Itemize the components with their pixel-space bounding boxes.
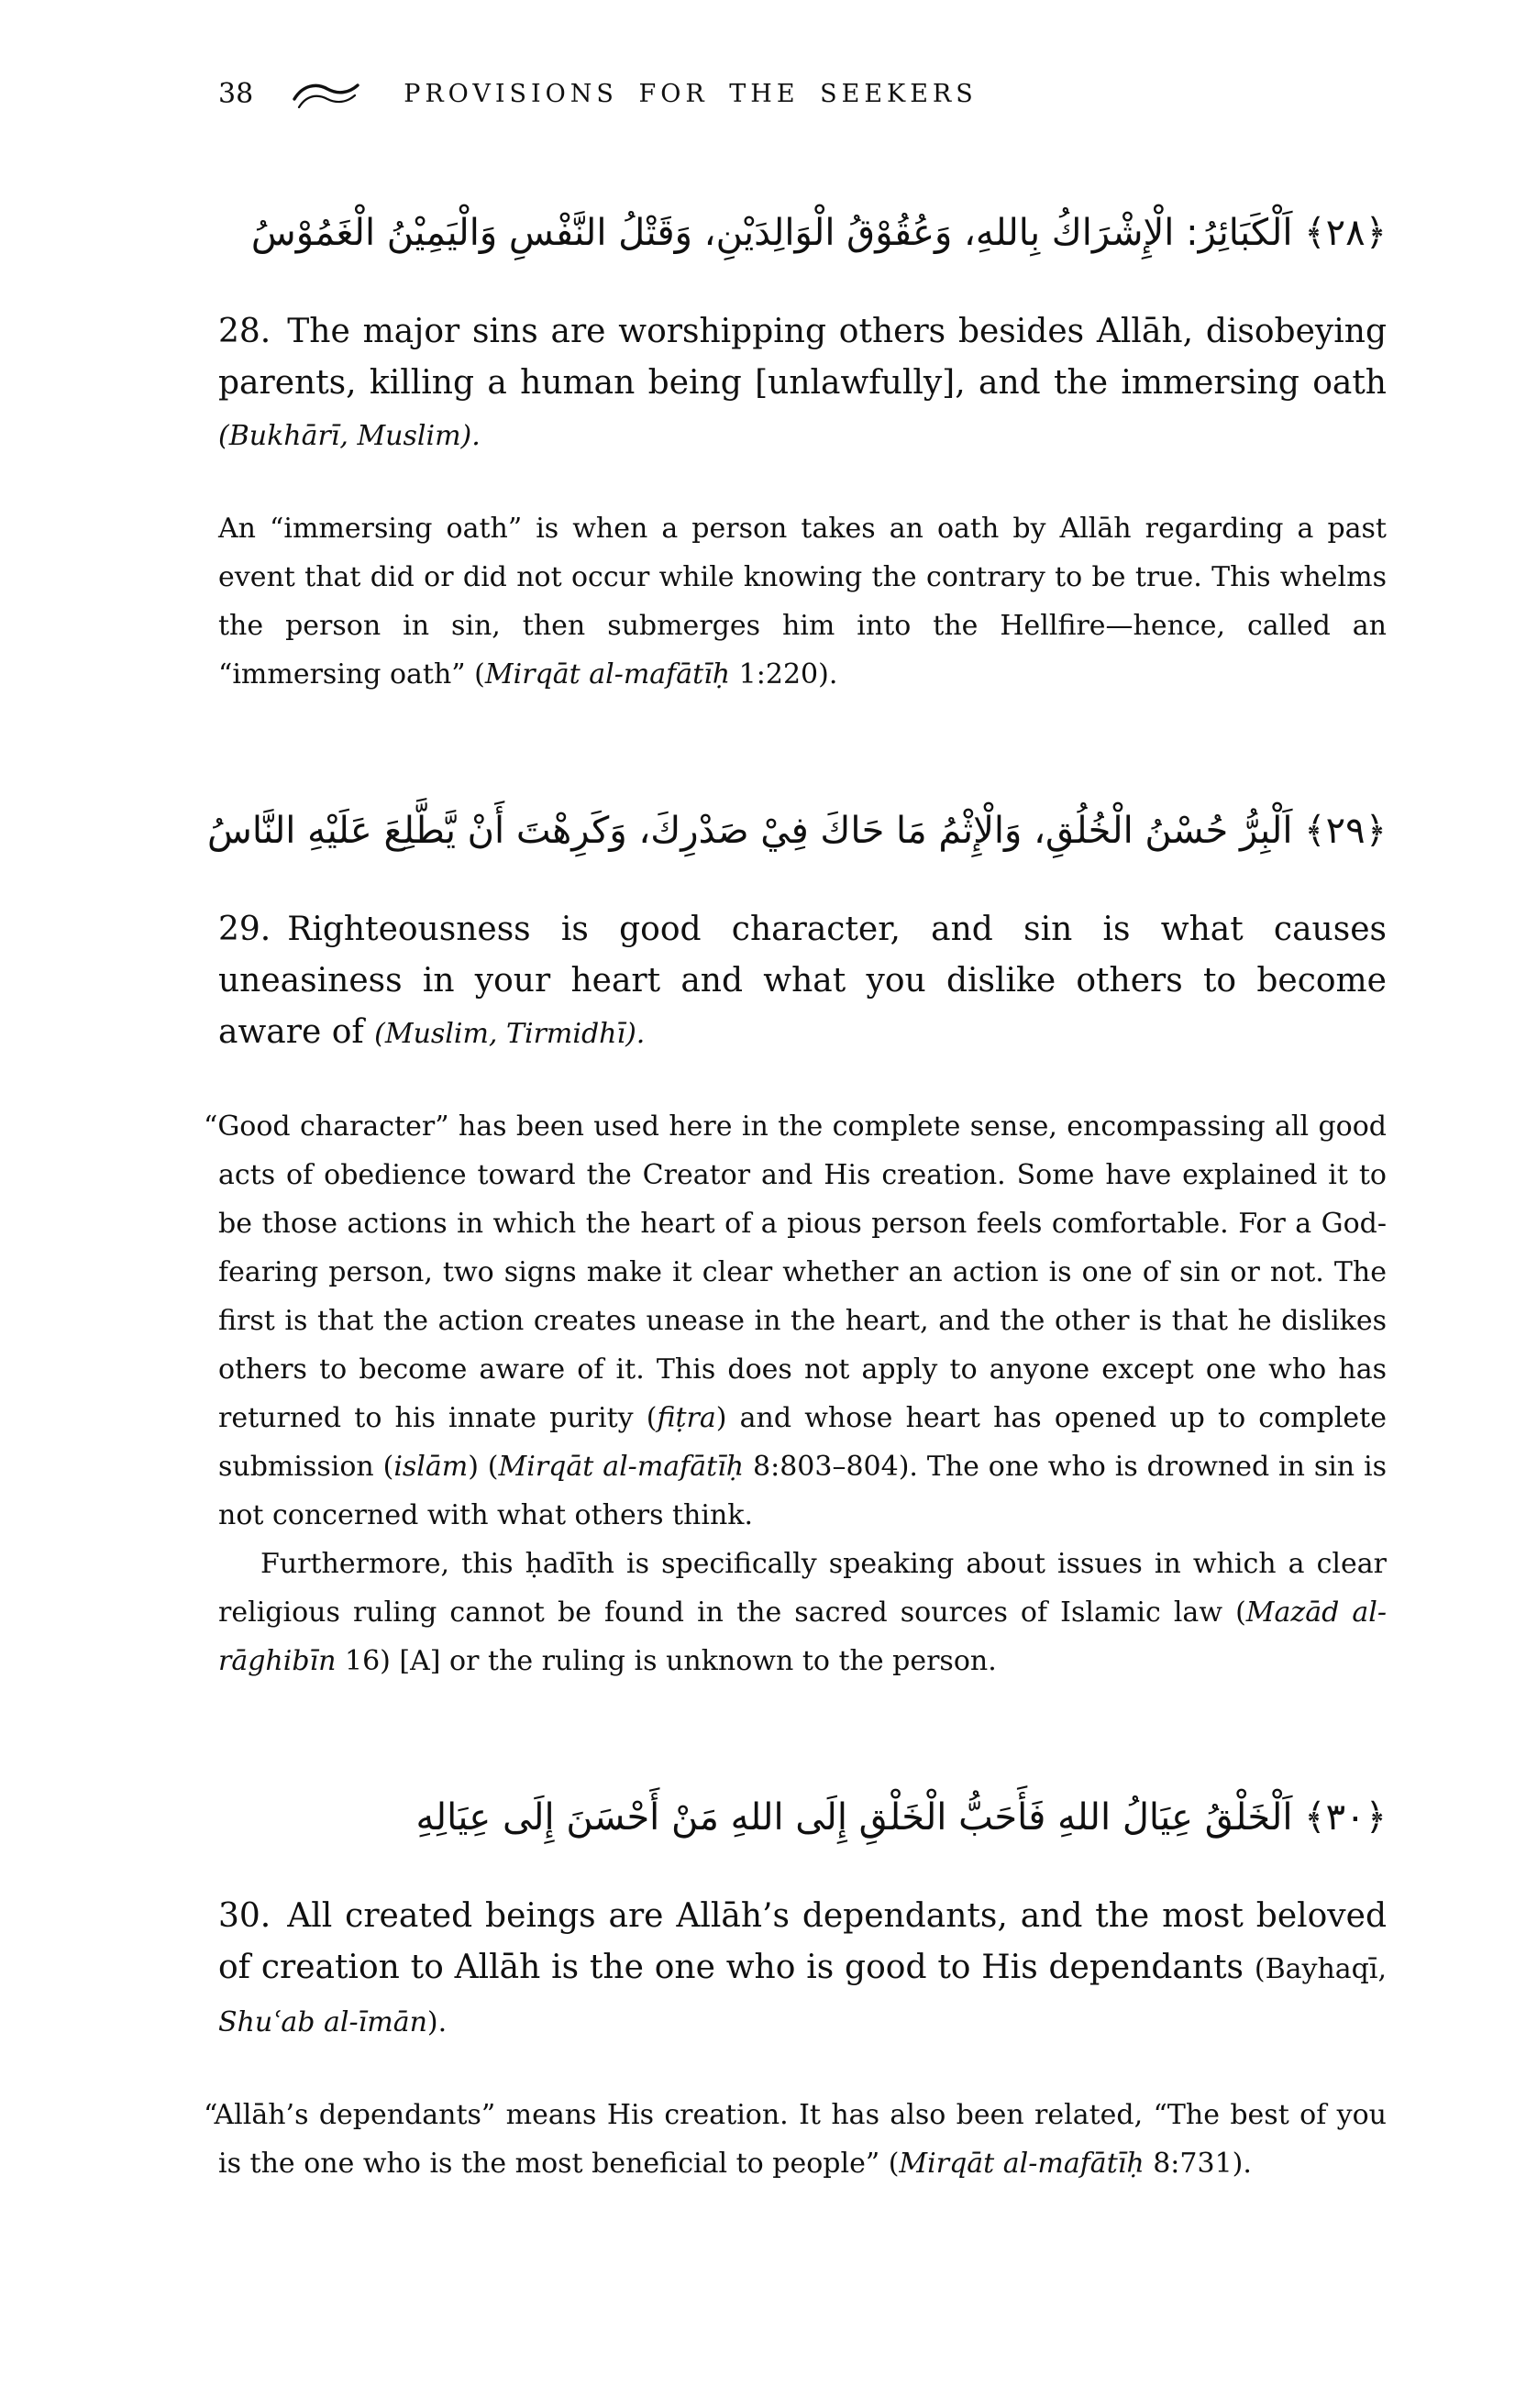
text-segment: (Bayhaqī,: [1254, 1953, 1387, 1985]
hadith-28-translation: [218, 306, 1387, 462]
text-segment: fiṭra: [657, 1402, 716, 1434]
text-segment: (Muslim, Tirmidhī).: [374, 1018, 646, 1050]
hadith-28-arabic-text: ﴿٢٨﴾ اَلْكَبَائِرُ: الْإِشْرَاكُ بِاللهِ، وَعُقُوْقُ الْوَالِدَيْنِ، وَقَتْلُ النَّفْسِ وَالْيَمِيْنُ الْغَمُوْسُ: [250, 212, 1387, 254]
text-segment: Mirqāt al-mafātīḥ: [498, 1451, 745, 1483]
page-number: 38: [218, 78, 254, 110]
hadith-entry-28: [218, 185, 1387, 699]
text-segment: (Bukhārī, Muslim).: [218, 420, 481, 452]
text-segment: Mirqāt al-mafātīḥ: [484, 658, 731, 690]
text-segment: ) (: [468, 1451, 499, 1483]
hadith-29-arabic-text: ﴿٢٩﴾ اَلْبِرُّ حُسْنُ الْخُلُقِ، وَالْإِثْمُ مَا حَاكَ فِيْ صَدْرِكَ، وَكَرِهْتَ أَنْ يَّطَّلِعَ عَلَيْهِ النَّاسُ: [207, 810, 1387, 852]
hadith-30-translation: [218, 1891, 1387, 2049]
text-segment: 8:731).: [1144, 2148, 1252, 2180]
text-segment: Shuʿab al-īmān: [218, 2006, 427, 2038]
running-title: PROVISIONS FOR THE SEEKERS: [404, 80, 978, 108]
hadith-29-commentary-paragraph-1: [204, 1102, 1387, 1540]
text-segment: Mirqāt al-mafātīḥ: [899, 2148, 1145, 2180]
text-segment: 30. All created beings are Allāh’s dependants, and the most beloved of creation to Allāh is the one who is good to His dependants: [218, 1897, 1387, 1986]
text-segment: 28. The major sins are worshipping others besides Allāh, disobeying parents, killing a human being [unlawfully], and the immersing oath: [218, 313, 1387, 402]
page-header: [218, 77, 1387, 112]
hadith-30-arabic-text: ﴿٣٠﴾ اَلْخَلْقُ عِيَالُ اللهِ فَأَحَبُّ الْخَلْقِ إِلَى اللهِ مَنْ أَحْسَنَ إِلَى عِيَالِهِ: [415, 1796, 1387, 1839]
text-segment: 29. Righteousness is good character, and sin is what causes uneasiness in your heart and what you dislike others to become aware of: [218, 911, 1387, 1051]
text-segment: 16) [A] or the ruling is unknown to the person.: [336, 1645, 997, 1677]
hadith-entry-29: [204, 783, 1387, 1685]
hadith-29-commentary-paragraph-2: [218, 1540, 1387, 1685]
hadith-30-commentary-paragraph: [204, 2091, 1387, 2188]
text-segment: “Allāh’s dependants” means His creation. It has also been related, “The best of you is the one who is the most beneficial to people” (: [204, 2099, 1387, 2180]
text-segment: An “immersing oath” is when a person takes an oath by Allāh regarding a past event that did or did not occur while knowing the contrary to be true. This whelms the person in sin, then submerges him into the Hellfire—hence, called an “immersing oath” (: [218, 513, 1387, 690]
text-segment: islām: [393, 1451, 469, 1483]
text-segment: Mazād al-rāghibīn: [218, 1596, 1387, 1677]
hadith-entry-30: [204, 1770, 1387, 2188]
text-segment: 8:803–804). The one who is drowned in sin is not concerned with what others think.: [218, 1451, 1387, 1531]
hadith-28-commentary-paragraph: [218, 504, 1387, 699]
text-segment: Furthermore, this ḥadīth is specifically speaking about issues in which a clear religious ruling cannot be found in the sacred sources of Islamic law (: [218, 1548, 1387, 1629]
text-segment: ) and whose heart has opened up to complete submission (: [218, 1402, 1387, 1483]
hadith-29-translation: [218, 904, 1387, 1060]
text-segment: 1:220).: [730, 658, 838, 690]
section-ornament-icon: [292, 81, 361, 112]
text-segment: “Good character” has been used here in the complete sense, encompassing all good acts of obedience toward the Creator and His creation. Some have explained it to be those actions in which the heart of a pious person feels comfortable. For a God-fearing person, two signs make it clear whether an action is one of sin or not. The first is that the action creates unease in the heart, and the other is that he dislikes others to become aware of it. This does not apply to anyone except one who has returned to his innate purity (: [204, 1110, 1387, 1434]
text-segment: ).: [426, 2006, 448, 2038]
